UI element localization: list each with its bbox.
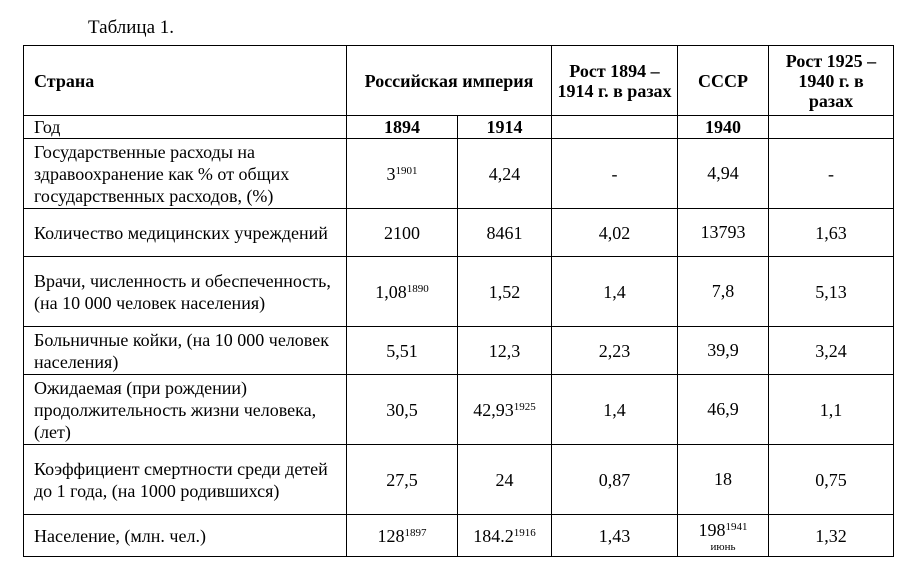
growth-1894-1914: 1,4 (552, 257, 678, 327)
year-label: Год (24, 116, 347, 139)
year-1940: 1940 (678, 116, 769, 139)
growth-1925-1940: 3,24 (769, 327, 894, 375)
value-1914: 24 (458, 445, 552, 515)
value-1940: 46,9 (678, 375, 769, 445)
value-footnote-month: июнь (710, 540, 736, 553)
value-1940: 39,9 (678, 327, 769, 375)
growth-1925-1940: 0,75 (769, 445, 894, 515)
growth-1925-1940: 1,32 (769, 515, 894, 557)
value-1914: $42,93^{1925}$ (458, 375, 552, 445)
table-row (24, 375, 894, 445)
row-label: Государственные расходы на здравоохранение как % от общих государственных расходов, (%) (24, 139, 347, 209)
year-1914: 1914 (458, 116, 552, 139)
value-1940: $198^{1941}$ июнь (678, 515, 769, 557)
row-label: Население, (млн. чел.) (24, 515, 347, 557)
growth-1925-1940: 5,13 (769, 257, 894, 327)
table-row (24, 209, 894, 257)
value-1914: 8461 (458, 209, 552, 257)
header-country: Страна (24, 46, 347, 116)
growth-1894-1914: 1,43 (552, 515, 678, 557)
year-row (24, 116, 894, 139)
value-1940: 18 (678, 445, 769, 515)
value-footnote-year: 1890 (406, 282, 429, 295)
growth-1894-1914: - (552, 139, 678, 209)
value-1914: 1,52 (458, 257, 552, 327)
table-caption: Таблица 1. (88, 17, 175, 38)
growth-1894-1914: 2,23 (552, 327, 678, 375)
value-footnote-year: 1901 (395, 164, 418, 177)
value-1914: $184.2^{1916}$ (458, 515, 552, 557)
header-empire: Российская империя (347, 46, 552, 116)
header-row (24, 46, 894, 116)
growth-1894-1914: 0,87 (552, 445, 678, 515)
row-label: Ожидаемая (при рождении) продолжительность жизни человека, (лет) (24, 375, 347, 445)
header-ussr: СССР (678, 46, 769, 116)
year-growth2-empty (769, 116, 894, 139)
value-footnote-year: 1925 (513, 400, 536, 413)
stats-table (23, 45, 894, 557)
row-label: Количество медицинских учреждений (24, 209, 347, 257)
header-growth-1894-1914: Рост 1894 – 1914 г. в разах (552, 46, 678, 116)
value-1894: 27,5 (347, 445, 458, 515)
value-1894: $3^{1901}$ (347, 139, 458, 209)
value-footnote-year: 1916 (513, 526, 536, 539)
row-label: Врачи, численность и обеспеченность, (на 10 000 человек населения) (24, 257, 347, 327)
year-1894: 1894 (347, 116, 458, 139)
row-label: Больничные койки, (на 10 000 человек населения) (24, 327, 347, 375)
growth-1925-1940: 1,63 (769, 209, 894, 257)
growth-1925-1940: 1,1 (769, 375, 894, 445)
value-1940: 7,8 (678, 257, 769, 327)
value-1894: 2100 (347, 209, 458, 257)
value-1914: 4,24 (458, 139, 552, 209)
value-1894: 5,51 (347, 327, 458, 375)
growth-1925-1940: - (769, 139, 894, 209)
growth-1894-1914: 1,4 (552, 375, 678, 445)
row-label: Коэффициент смертности среди детей до 1 года, (на 1000 родившихся) (24, 445, 347, 515)
year-growth-empty (552, 116, 678, 139)
value-1894: $1,08^{1890}$ (347, 257, 458, 327)
table-row (24, 139, 894, 209)
value-1894: 30,5 (347, 375, 458, 445)
value-1940: 4,94 (678, 139, 769, 209)
growth-1894-1914: 4,02 (552, 209, 678, 257)
header-growth-1925-1940: Рост 1925 – 1940 г. в разах (769, 46, 894, 116)
value-1940: 13793 (678, 209, 769, 257)
table-row (24, 515, 894, 557)
table-row (24, 445, 894, 515)
value-1894: $128^{1897}$ (347, 515, 458, 557)
value-1914: 12,3 (458, 327, 552, 375)
table-row (24, 327, 894, 375)
value-footnote-year: 1941 (725, 520, 748, 533)
value-footnote-year: 1897 (404, 526, 427, 539)
table-row (24, 257, 894, 327)
